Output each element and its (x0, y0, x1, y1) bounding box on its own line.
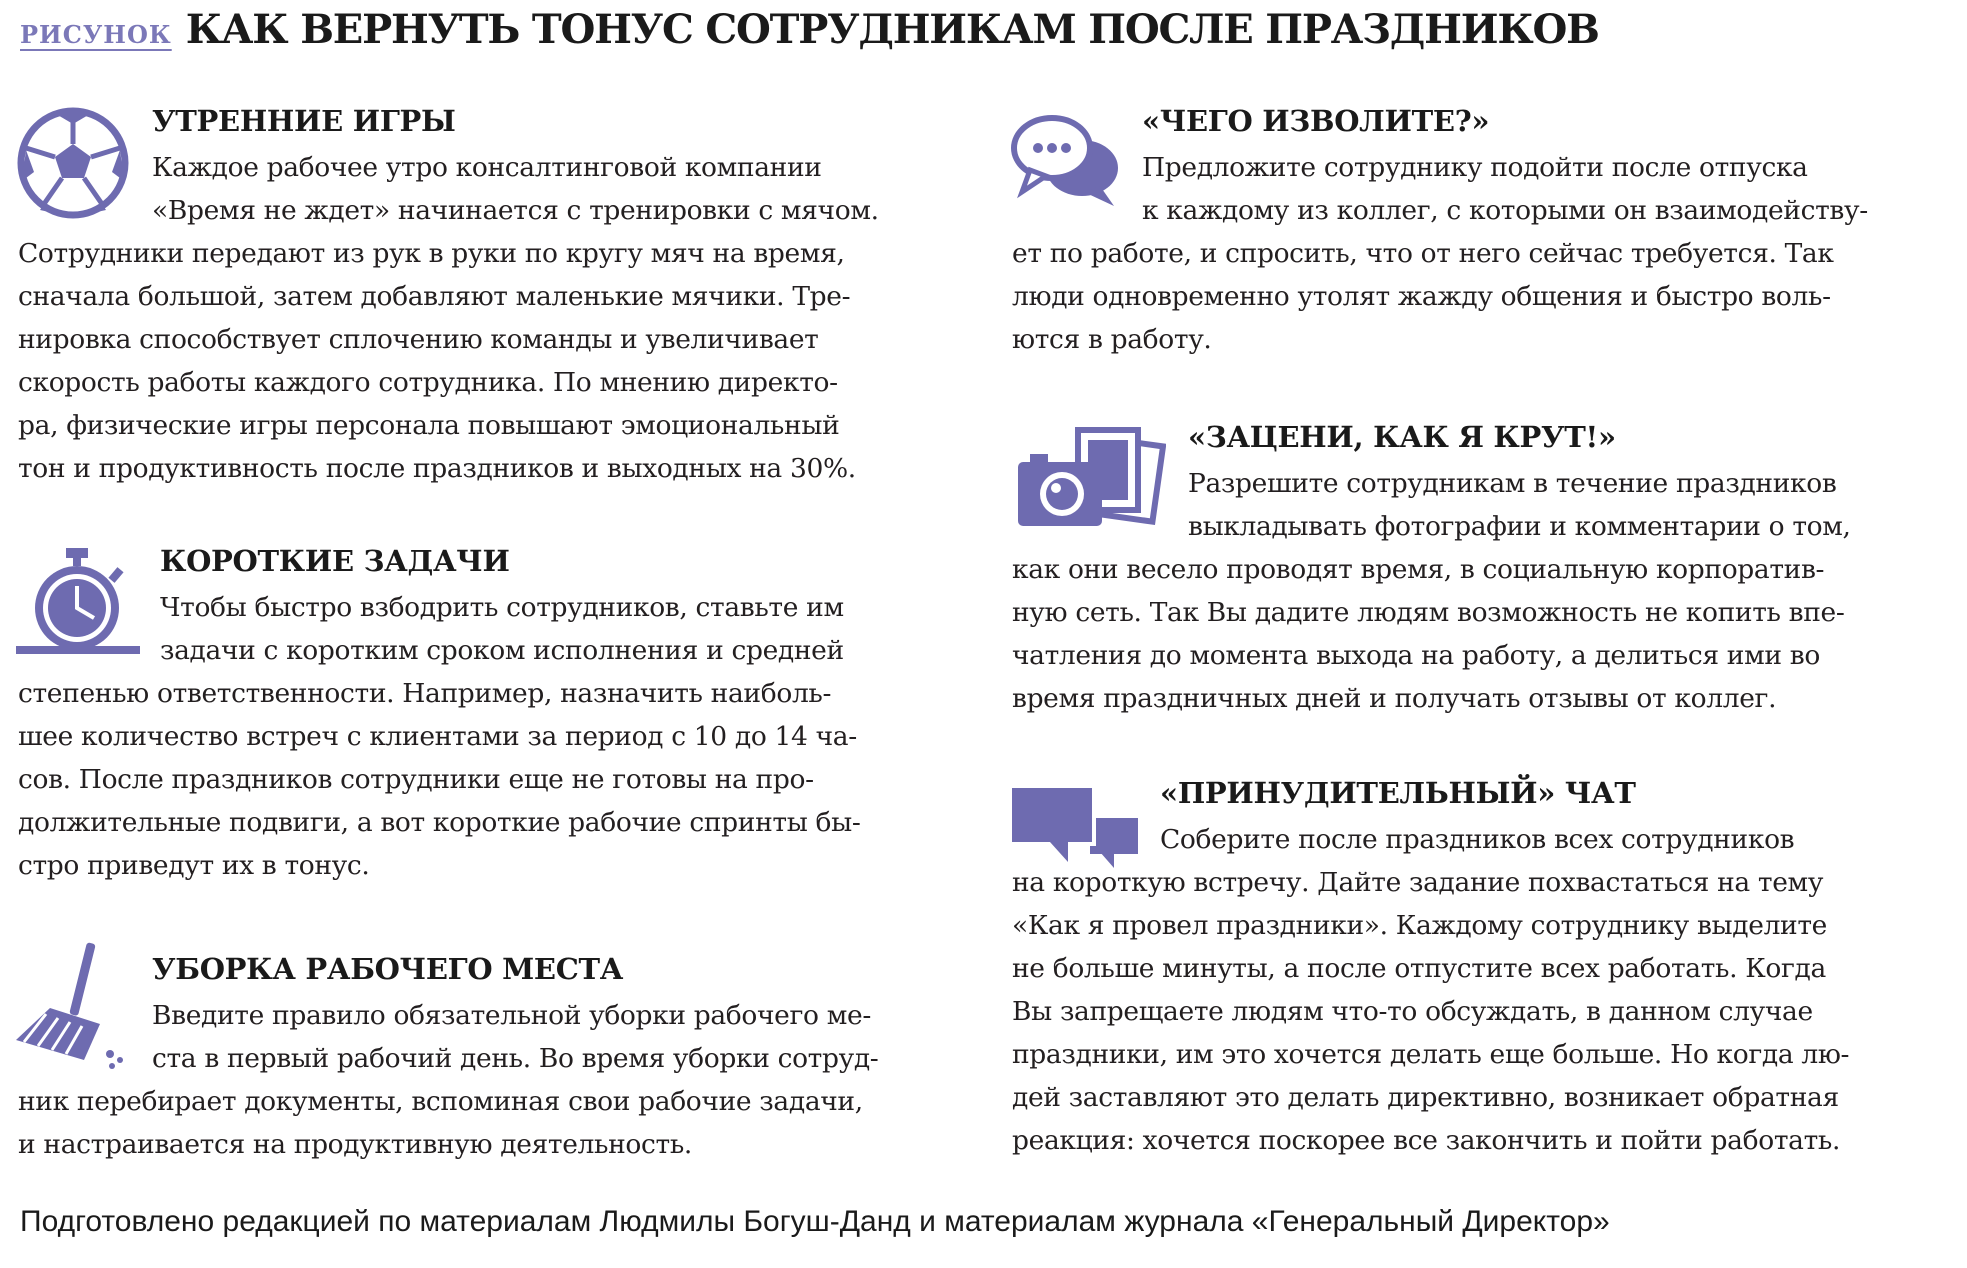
section-body: Предложите сотруднику подойти после отпуска к каждому из коллег, с которыми он взаимодейству- ет по работе, и спросить, что от него сейчас требуется. Так люди одновременно утолят жажду общения и быстро воль- ются в работу. (1012, 152, 1868, 355)
section-body: Каждое рабочее утро консалтинговой компании «Время не ждет» начинается с тренировки с мячом. Сотрудники передают из рук в руки по кругу мяч на время, сначала большой, затем добавляют маленькие мячики. Тре- нировка способствует сплочению команды и увеличивает скорость работы каждого сотрудника. По мнению директо- ра, физические игры персонала повышают эмоциональный тон и продуктивность после праздников и выходных на 30%. (18, 152, 879, 484)
section-heading: «ПРИНУДИТЕЛЬНЫЙ» ЧАТ (1160, 776, 1636, 810)
section-heading: УБОРКА РАБОЧЕГО МЕСТА (152, 952, 624, 986)
page-title: КАК ВЕРНУТЬ ТОНУС СОТРУДНИКАМ ПОСЛЕ ПРАЗДНИКОВ (185, 6, 1599, 53)
section-body: Чтобы быстро взбодрить сотрудников, ставьте им задачи с коротким сроком исполнения и средней степенью ответственности. Например, назначить наиболь- шее количество встреч с клиентами за период с 10 до 14 ча- сов. После праздников сотрудники еще не готовы на про- должительные подвиги, а вот короткие рабочие спринты бы- стро приведут их в тонус. (18, 592, 861, 881)
section-body: Соберите после праздников всех сотрудников на короткую встречу. Дайте задание похвастаться на тему «Как я провел праздники». Каждому сотруднику выделите не больше минуты, а после отпустите всех работать. Когда Вы запрещаете людям что-то обсуждать, в данном случае праздники, им это хочется делать еще больше. Но когда лю- дей заставляют это делать директивно, возникает обратная реакция: хочется поскорее все закончить и пойти работать. (1012, 824, 1850, 1156)
section-heading: УТРЕННИЕ ИГРЫ (152, 104, 456, 138)
source-footer: Подготовлено редакцией по материалам Людмилы Богуш-Данд и материалам журнала «Генеральный Директор» (20, 1205, 1610, 1238)
figure-label: РИСУНОК (20, 20, 172, 49)
section-heading: КОРОТКИЕ ЗАДАЧИ (160, 544, 510, 578)
section-heading: «ЧЕГО ИЗВОЛИТЕ?» (1142, 104, 1490, 138)
section-body: Разрешите сотрудникам в течение праздников выкладывать фотографии и комментарии о том, как они весело проводят время, в социальную корпоратив- ную сеть. Так Вы дадите людям возможность не копить впе- чатления до момента выхода на работу, а делиться ими во время праздничных дней и получать отзывы от коллег. (1012, 468, 1851, 714)
section-heading: «ЗАЦЕНИ, КАК Я КРУТ!» (1188, 420, 1616, 454)
section-body: Введите правило обязательной уборки рабочего ме- ста в первый рабочий день. Во время уборки сотруд- ник перебирает документы, вспоминая свои рабочие задачи, и настраивается на продуктивную деятельность. (18, 1000, 879, 1160)
figure-header (20, 6, 1599, 56)
